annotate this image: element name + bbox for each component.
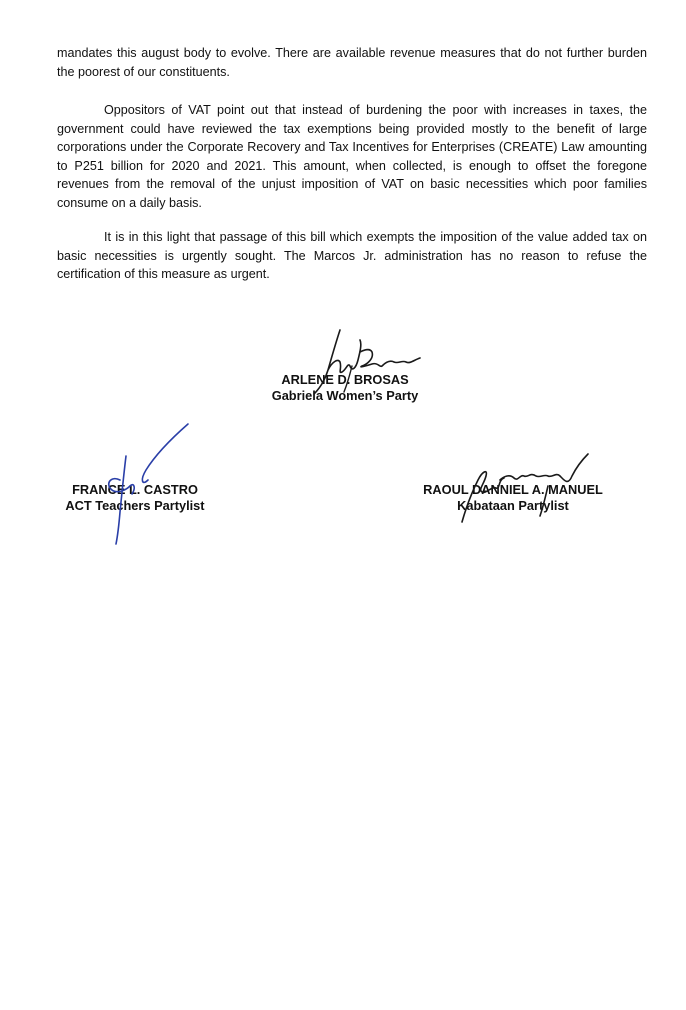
signatory-party: Gabriela Women’s Party (271, 388, 419, 403)
paragraph-2: Oppositors of VAT point out that instead of burdening the poor with increases in taxes, the government could have reviewed the tax exemptions being provided mostly to the benefit of large corporations under the Corporate Recovery and Tax Incentives for Enterprises (CREATE) Law amounting to P251 billion for 2020 and 2021. This amount, when collected, is enough to offset the foregone revenues from the removal of the unjust imposition of VAT on basic necessities which poor families consume on a daily basis. (57, 103, 647, 210)
signatory-name: RAOUL DANNIEL A. MANUEL (423, 482, 603, 497)
paragraph-3: It is in this light that passage of this bill which exempts the imposition of the value added tax on basic necessities is urgently sought. The Marcos Jr. administration has no reason to refuse the certification of this measure as urgent. (57, 230, 647, 282)
signatory-name: FRANCE L. CASTRO (72, 482, 198, 497)
signature-block-castro (35, 482, 235, 514)
signatory-party: Kabataan Partylist (457, 498, 569, 513)
signatory-name: ARLENE D. BROSAS (281, 372, 409, 387)
signature-block-manuel (404, 482, 622, 514)
paragraph-1: mandates this august body to evolve. There are available revenue measures that do not further burden the poorest of our constituents. (57, 46, 647, 79)
signature-stroke (500, 454, 588, 481)
signatory-party: ACT Teachers Partylist (65, 498, 205, 513)
signature-stroke (142, 424, 188, 482)
signature-stroke (360, 350, 420, 367)
signature-block-brosas (233, 372, 457, 404)
